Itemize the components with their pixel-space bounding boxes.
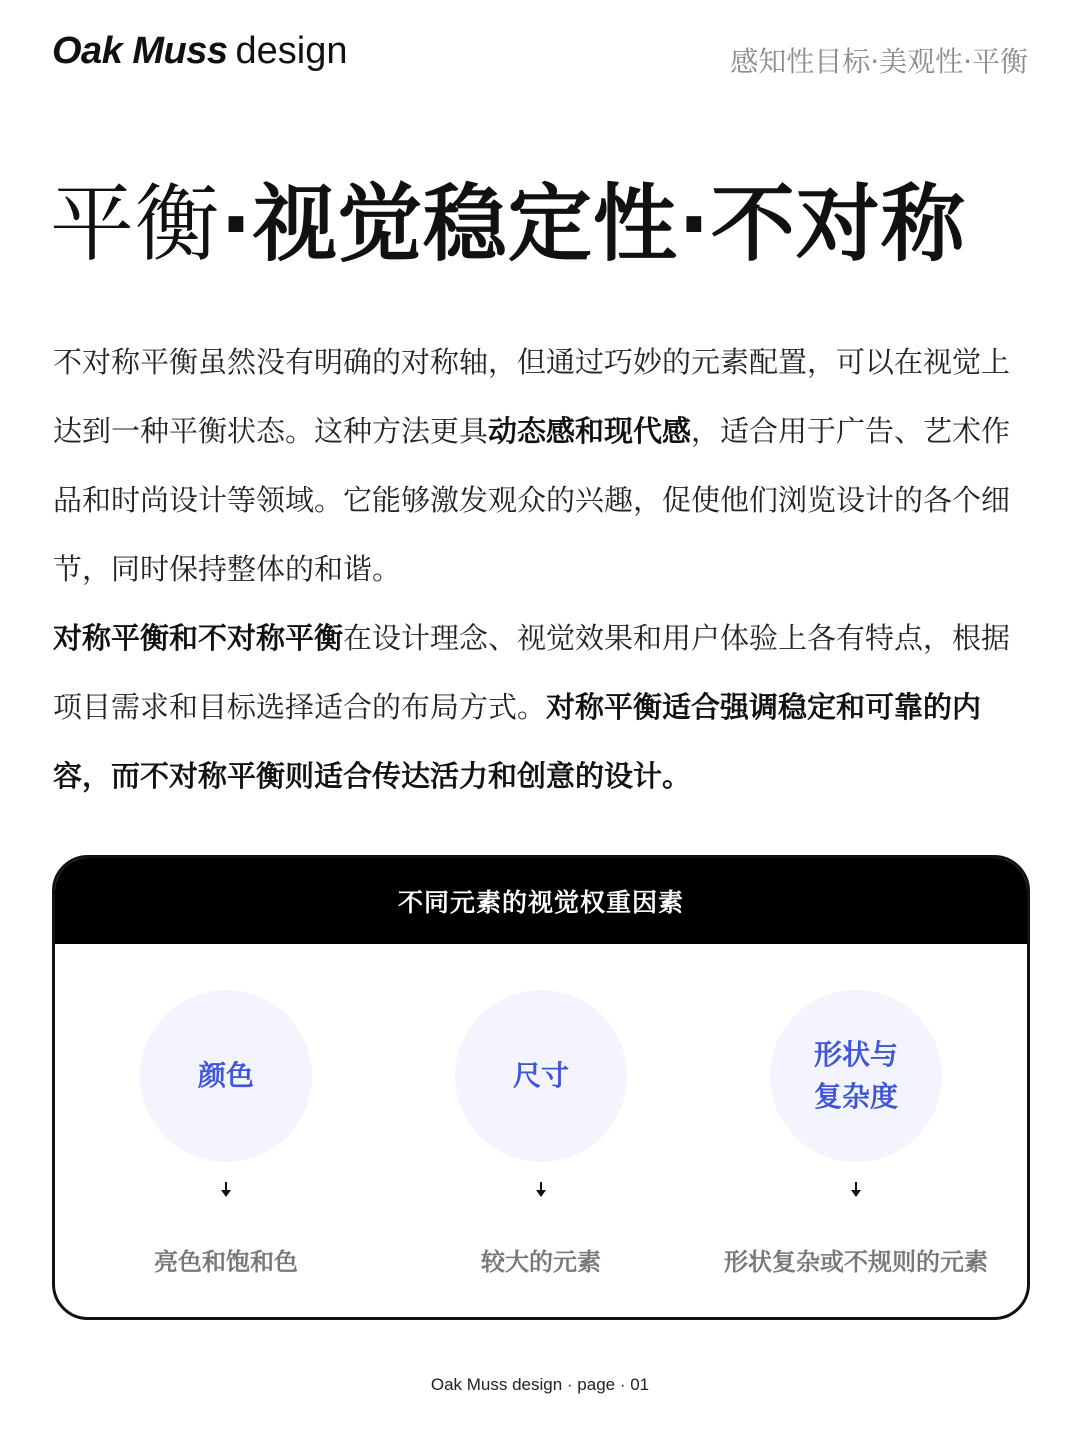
brand-sub: design [235, 30, 348, 72]
p1-emphasis: 动态感和现代感 [488, 414, 692, 448]
p2-emphasis-a: 对称平衡和不对称平衡 [53, 621, 344, 655]
arrow-down-icon [846, 1180, 866, 1200]
paragraph-1 [53, 328, 1028, 604]
page-title [50, 175, 966, 273]
arrow-down-icon [531, 1180, 551, 1200]
factor-color [55, 944, 385, 1317]
paragraph-2 [53, 604, 1028, 811]
factor-desc: 形状复杂或不规则的元素 [724, 1248, 988, 1276]
factor-circle [770, 990, 942, 1162]
brand-name: Oak Muss [52, 30, 228, 72]
factor-desc: 亮色和饱和色 [154, 1248, 298, 1276]
title-bold: ·视觉稳定性·不对称 [220, 175, 966, 273]
body-text [53, 328, 1028, 811]
brand-logo [52, 32, 348, 70]
factor-desc: 较大的元素 [481, 1248, 601, 1276]
factor-shape [685, 944, 1015, 1317]
factor-label: 颜色 [197, 1059, 254, 1092]
arrow-down-icon [216, 1180, 236, 1200]
factor-circle [455, 990, 627, 1162]
visual-weight-card [52, 855, 1030, 1320]
title-light: 平衡 [50, 175, 221, 273]
card-title: 不同元素的视觉权重因素 [55, 858, 1027, 944]
p2-emphasis-c: 对称平衡适合强调稳定和可靠的内容，而不对称平衡则适合传达活力和创意的设计。 [53, 690, 982, 793]
header-tagline: 感知性目标·美观性·平衡 [730, 45, 1028, 78]
factor-size [370, 944, 700, 1317]
p2-text-b: 在设计理念、视觉效果和用户体验上各有特点，根据项目需求和目标选择适合的布局方式。 [53, 621, 1011, 724]
factor-circle [140, 990, 312, 1162]
p1-text-c: ，适合用于广告、艺术作品和时尚设计等领域。它能够激发观众的兴趣，促使他们浏览设计的各个细节，同时保持整体的和谐。 [53, 414, 1011, 586]
page-footer: Oak Muss design · page · 01 [430, 1375, 650, 1394]
p1-text-a: 不对称平衡虽然没有明确的对称轴，但通过巧妙的元素配置，可以在视觉上达到一种平衡状态。这种方法更具 [53, 345, 1011, 448]
factor-label: 尺寸 [512, 1059, 569, 1092]
factor-label: 形状与复杂度 [813, 1038, 898, 1113]
